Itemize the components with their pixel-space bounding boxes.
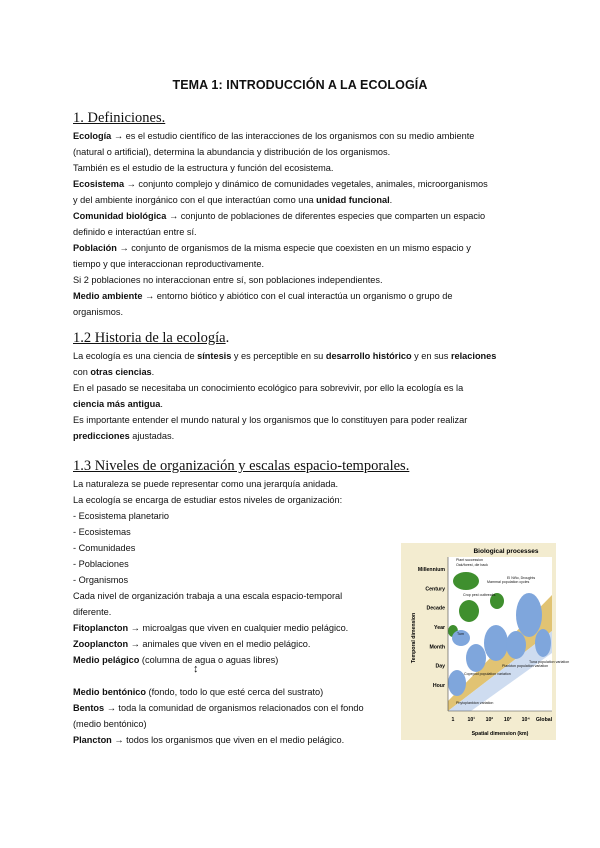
paragraph-line xyxy=(73,430,174,442)
list-item: - Ecosistema planetario xyxy=(73,511,170,521)
paragraph-line xyxy=(73,178,488,190)
y-axis-label: Temporal dimension xyxy=(411,612,417,664)
paragraph-line: Si 2 poblaciones no interaccionan entre sí, son poblaciones independientes. xyxy=(73,275,383,285)
term-medio-bentonico: Medio bentónico xyxy=(73,687,146,697)
label-mammal: Mammal population cycles xyxy=(487,580,530,584)
text: . xyxy=(160,399,163,409)
text: (columna de agua o aguas libres) xyxy=(139,655,279,665)
text: con xyxy=(73,367,91,377)
y-tick-label: Century xyxy=(425,586,445,593)
paragraph-line xyxy=(73,654,278,666)
y-tick-label: Millennium xyxy=(417,567,445,573)
text: ajustadas. xyxy=(129,431,175,441)
x-tick-label: 10³ xyxy=(503,717,512,723)
blob-tuna xyxy=(535,629,551,657)
text: → conjunto de poblaciones de diferentes especies que comparten un espacio xyxy=(166,211,486,221)
paragraph-line xyxy=(73,350,496,362)
text: → animales que viven en el medio pelágico. xyxy=(128,639,311,649)
paragraph-line: tiempo y que interaccionan reproductivamente. xyxy=(73,259,265,269)
text: → conjunto complejo y dinámico de comunidades vegetales, animales, microorganismos xyxy=(124,179,488,189)
text: (fondo, todo lo que esté cerca del sustrato) xyxy=(145,687,324,697)
y-tick-label: Year xyxy=(434,625,445,631)
y-tick-label: Day xyxy=(435,663,445,670)
label-plant: Plant succession xyxy=(456,558,483,562)
paragraph-line xyxy=(73,622,348,634)
up-down-arrow-icon: ↕ xyxy=(193,663,199,675)
text: . xyxy=(151,367,155,377)
label-crop: Crop pest outbreaks xyxy=(463,593,496,597)
paragraph-line: Es importante entender el mundo natural y los organismos que lo constituyen para poder realizar xyxy=(73,415,468,425)
text: → toda la comunidad de organismos relacionados con el fondo xyxy=(104,703,364,713)
blob-plant-succession xyxy=(453,572,479,590)
paragraph-line xyxy=(73,290,452,302)
paragraph-line: La naturaleza se puede representar como una jerarquía anidada. xyxy=(73,479,339,489)
text: La ecología es una ciencia de xyxy=(73,351,198,361)
x-axis-label: Spatial dimension (km) xyxy=(471,731,529,737)
paragraph-line: diferente. xyxy=(73,607,112,617)
paragraph-line xyxy=(73,366,154,378)
term-unidad-funcional: unidad funcional xyxy=(316,195,390,205)
paragraph-line xyxy=(73,210,485,222)
term-poblacion: Población xyxy=(73,243,117,253)
paragraph-line xyxy=(73,702,364,714)
section-heading-historia xyxy=(73,330,229,347)
text: → entorno biótico y abiótico con el cual interactúa un organismo o grupo de xyxy=(142,291,453,301)
paragraph-line: organismos. xyxy=(73,307,124,317)
section-heading-niveles: 1.3 Niveles de organización y escalas espacio-temporales. xyxy=(73,458,410,474)
figure-svg xyxy=(401,543,570,740)
term-sintesis: síntesis xyxy=(197,351,232,361)
paragraph-line xyxy=(73,398,163,410)
text: → microalgas que viven en cualquier medio pelágico. xyxy=(128,623,349,633)
text: y del ambiente inorgánico con el que interactúan como una xyxy=(73,195,317,205)
term-ciencia-mas-antigua: ciencia más antigua xyxy=(73,399,161,409)
term-ecologia: Ecología xyxy=(73,131,112,141)
label-phyto: Phytoplankton variation xyxy=(456,701,494,705)
blob-crop-pest xyxy=(459,600,479,622)
term-relaciones: relaciones xyxy=(450,351,497,361)
paragraph-line: (medio bentónico) xyxy=(73,719,147,729)
paragraph-line: definido e interactúan entre sí. xyxy=(73,227,197,237)
x-tick-label: 1 xyxy=(451,717,455,723)
list-item: - Ecosistemas xyxy=(73,527,131,537)
y-tick-label: Decade xyxy=(426,605,445,612)
term-otras-ciencias: otras ciencias xyxy=(90,367,152,377)
paragraph-line xyxy=(73,686,323,698)
paragraph-line: En el pasado se necesitaba un conocimiento ecológico para sobrevivir, por ello la ecología es la xyxy=(73,383,464,393)
term-zooplancton: Zooplancton xyxy=(73,639,129,649)
text: . xyxy=(389,195,393,205)
term-desarrollo-historico: desarrollo histórico xyxy=(325,351,412,361)
paragraph-line xyxy=(73,130,474,142)
y-tick-label: Month xyxy=(429,644,445,651)
term-ecosistema: Ecosistema xyxy=(73,179,125,189)
text: → conjunto de organismos de la misma especie que coexisten en un mismo espacio y xyxy=(116,243,471,253)
paragraph-line: También es el estudio de la estructura y función del ecosistema. xyxy=(73,163,334,173)
label-copepod: Copepod population variation xyxy=(464,672,511,676)
x-tick-label: 10² xyxy=(485,717,494,723)
y-tick-label: Hour xyxy=(432,683,445,689)
text: → todos los organismos que viven en el medio pelágico. xyxy=(111,735,345,745)
blob-plankton-2 xyxy=(506,631,526,659)
label-tuna: Tuna population variation xyxy=(529,660,570,664)
label-tum: Tum xyxy=(457,632,465,636)
section-heading-definiciones: 1. Definiciones. xyxy=(73,110,166,126)
blob-copepod xyxy=(466,644,486,672)
x-tick-label: 10¹ xyxy=(467,717,475,723)
x-tick-label: Global xyxy=(535,717,553,723)
biological-processes-figure xyxy=(401,543,570,740)
term-bentos: Bentos xyxy=(73,703,105,713)
list-item: - Poblaciones xyxy=(73,559,129,569)
paragraph-line xyxy=(73,638,310,650)
list-item: - Comunidades xyxy=(73,543,136,553)
paragraph-line xyxy=(73,194,392,206)
term-plancton: Plancton xyxy=(73,735,112,745)
term-predicciones: predicciones xyxy=(73,431,130,441)
heading-dot: . xyxy=(225,330,230,346)
term-medio-ambiente: Medio ambiente xyxy=(73,291,143,301)
document-title: TEMA 1: INTRODUCCIÓN A LA ECOLOGÍA xyxy=(172,78,428,92)
paragraph-line: La ecología se encarga de estudiar estos niveles de organización: xyxy=(73,495,343,505)
term-comunidad-biologica: Comunidad biológica xyxy=(73,211,167,221)
heading-text: 1.2 Historia de la ecología xyxy=(73,330,226,346)
paragraph-line xyxy=(73,242,471,254)
label-forest: Oak/forest, die back xyxy=(456,563,488,567)
text: y en sus xyxy=(411,351,451,361)
term-medio-pelagico: Medio pelágico xyxy=(73,655,140,665)
paragraph-line xyxy=(73,734,344,746)
text: y es perceptible en su xyxy=(231,351,326,361)
blob-plankton xyxy=(484,625,508,661)
blob-el-nino xyxy=(516,593,542,637)
x-tick-label: 10⁴ xyxy=(521,717,530,723)
list-item: - Organismos xyxy=(73,575,129,585)
term-fitoplancton: Fitoplancton xyxy=(73,623,129,633)
label-plankton: Plankton population variation xyxy=(502,664,549,668)
figure-title: Biological processes xyxy=(473,548,539,555)
paragraph-line: Cada nivel de organización trabaja a una escala espacio-temporal xyxy=(73,591,343,601)
text: → es el estudio científico de las interacciones de los organismos con su medio ambiente xyxy=(111,131,475,141)
label-nino: El Niño, Droughts xyxy=(507,576,536,580)
paragraph-line: (natural o artificial), determina la abundancia y distribución de los organismos. xyxy=(73,147,391,157)
